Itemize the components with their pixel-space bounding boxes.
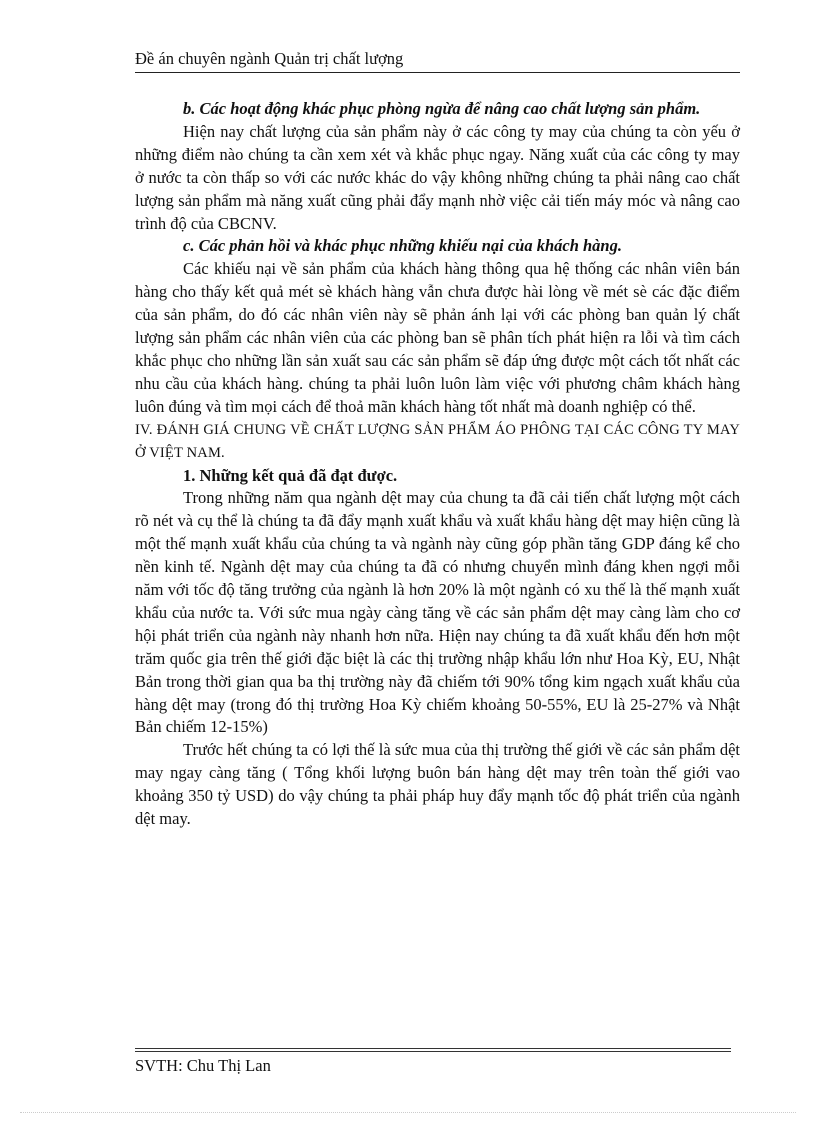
paragraph-c: Các khiếu nại về sản phẩm của khách hàng thông qua hệ thống các nhân viên bán hàng cho thấy kết quả mét sè khách hàng vẫn chưa được hài lòng về mét sè các đặc điểm của sản phẩm, do đó các nhân viên này sẽ phản ánh lại với các phòng ban quản lý chất lượng sản phẩm các nhân viên của các phòng ban sẽ phân tích phát hiện ra lỗi và tìm cách khắc phục cho những lần sản xuất sau các sản phẩm sẽ đáp ứng được một cách tốt nhất các nhu cầu của khách hàng. chúng ta phải luôn luôn làm việc với phương châm khách hàng luôn đúng và tìm mọi cách để thoả mãn khách hàng tốt nhất mà doanh nghiệp có thể. [135, 259, 740, 416]
page-footer: SVTH: Chu Thị Lan [135, 1056, 271, 1075]
section-iv-heading: IV. ĐÁNH GIÁ CHUNG VỀ CHẤT LƯỢNG SẢN PHẨM ÁO PHÔNG TẠI CÁC CÔNG TY MAY Ở VIỆT NAM. [135, 421, 740, 461]
document-body [135, 98, 740, 831]
page-edge-divider [20, 1112, 796, 1113]
paragraph-1a: Trong những năm qua ngành dệt may của chung ta đã cải tiến chất lượng một cách rõ nét và cụ thể là chúng ta đã đẩy mạnh xuất khẩu và xuất khẩu hàng dệt may hiện cũng là một thế mạnh xuất khẩu của chúng ta và ngành này cũng góp phần tăng GDP đáng kể cho nền kinh tế. Ngành dệt may của chúng ta đã có nhưng chuyển mình đáng khen ngợi mỗi năm với tốc độ tăng trưởng của ngành là hơn 20% là một ngành có xu thế là thế mạnh xuất khẩu của nước ta. Với sức mua ngày càng tăng về các sản phẩm dệt may càng làm cho cơ hội phát triển của ngành này nhanh hơn nữa. Hiện nay chúng ta đã xuất khẩu đến hơn một trăm quốc gia trên thế giới đặc biệt là các thị trường nhập khẩu lớn như Hoa Kỳ, EU, Nhật Bản trong thời gian qua ba thị trường này đã chiếm tới 90% tổng kim ngạch xuất khẩu của hàng dệt may (trong đó thị trường Hoa Kỳ chiếm khoảng 50-55%, EU là 25-27% và Nhật Bản chiếm 12-15%) [135, 488, 740, 737]
header-rule [135, 72, 740, 73]
page-header: Đề án chuyên ngành Quản trị chất lượng [135, 49, 404, 68]
footer-rule-top [135, 1048, 731, 1049]
paragraph-1b: Trước hết chúng ta có lợi thế là sức mua của thị trường thế giới về các sản phẩm dệt may ngay càng tăng ( Tổng khối lượng buôn bán hàng dệt may trên toàn thế giới vao khoảng 350 tỷ USD) do vậy chúng ta phải pháp huy đẩy mạnh tốc độ phát triển của ngành dệt may. [135, 740, 740, 829]
heading-1: 1. Những kết quả đã đạt được. [183, 465, 398, 485]
paragraph-b: Hiện nay chất lượng của sản phẩm này ở các công ty may của chúng ta còn yếu ở những điểm nào chúng ta cần xem xét và khắc phục ngay. Năng xuất của các công ty may ở nước ta còn thấp so với các nước khác do vậy không những chúng ta phải nâng cao chất lượng sản phẩm mà năng xuất cũng phải đẩy mạnh nhờ việc cải tiến máy móc và nâng cao trình độ của CBCNV. [135, 121, 740, 233]
footer-rule-bottom [135, 1051, 731, 1052]
heading-b: b. Các hoạt động khác phục phòng ngừa để nâng cao chất lượng sản phẩm. [183, 99, 701, 118]
heading-c: c. Các phản hồi và khác phục những khiếu nại của khách hàng. [183, 236, 622, 256]
